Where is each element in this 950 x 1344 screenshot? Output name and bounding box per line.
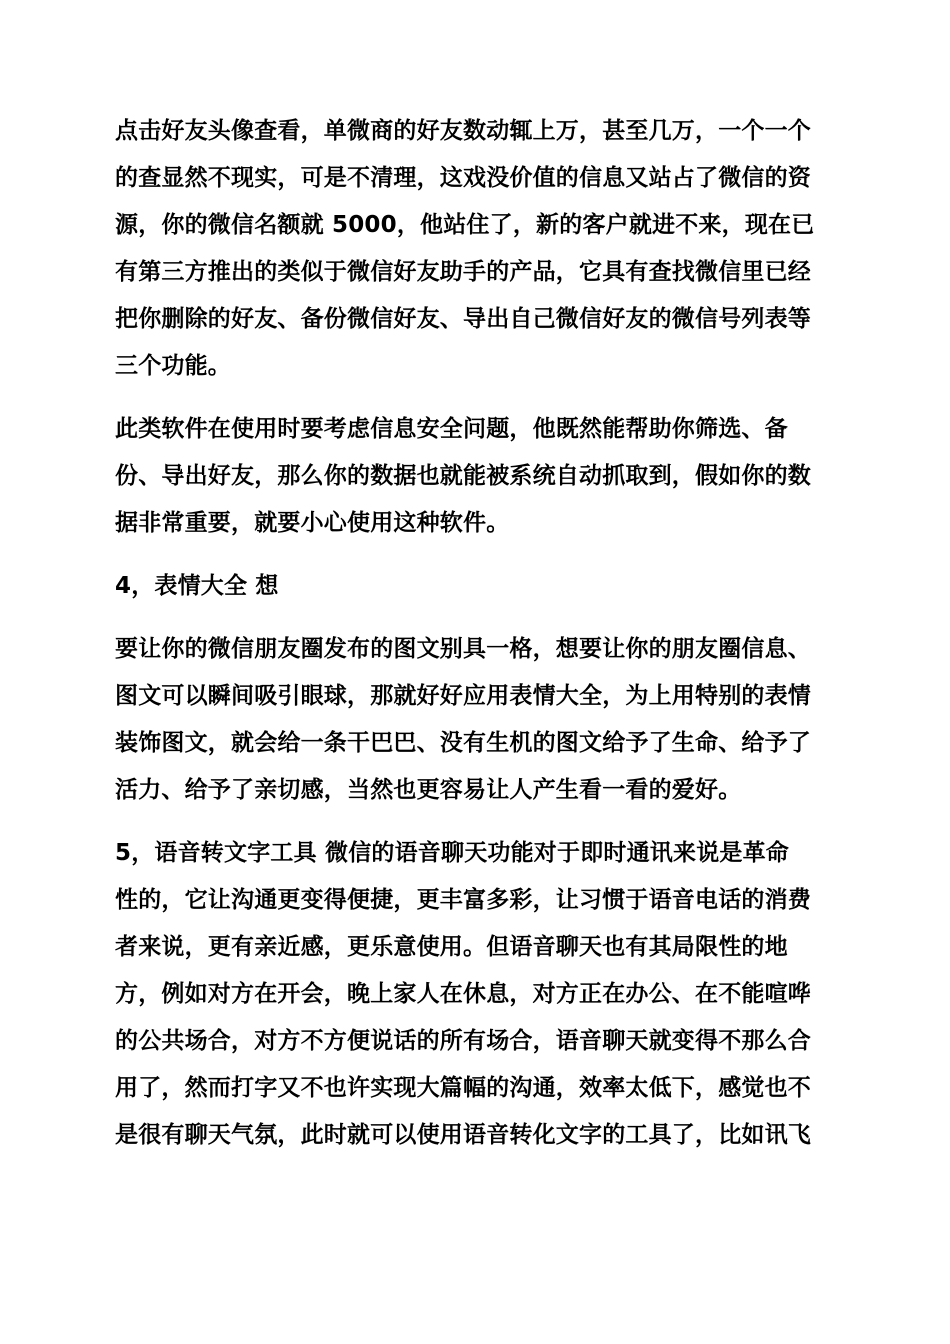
text-line: 三个功能。 bbox=[115, 353, 231, 379]
text-line: 用了，然而打字又不也许实现大篇幅的沟通，效率太低下，感觉也不 bbox=[115, 1075, 811, 1101]
paragraph-voice-to-text bbox=[115, 830, 850, 1159]
text-line: 是很有聊天气氛，此时就可以使用语音转化文字的工具了，比如讯飞 bbox=[115, 1122, 811, 1148]
text-line: 点击好友头像查看，单微商的好友数动辄上万，甚至几万，一个一个 bbox=[115, 118, 811, 144]
text-line: 份、导出好友，那么你的数据也就能被系统自动抓取到，假如你的数 bbox=[115, 463, 811, 489]
text-line: 者来说，更有亲近感，更乐意使用。但语音聊天也有其局限性的地 bbox=[115, 934, 788, 960]
paragraph-emoji-tool bbox=[115, 626, 850, 814]
text-line: 据非常重要，就要小心使用这种软件。 bbox=[115, 510, 510, 536]
text-line: 的查显然不现实，可是不清理，这戏没价值的信息又站占了微信的资 bbox=[115, 165, 811, 191]
section-heading-emoji bbox=[115, 563, 850, 610]
heading-line: 4，表情大全 想 bbox=[115, 573, 279, 599]
text-line: 性的，它让沟通更变得便捷，更丰富多彩，让习惯于语音电话的消费 bbox=[115, 887, 811, 913]
text-line: 图文可以瞬间吸引眼球，那就好好应用表情大全，为上用特别的表情 bbox=[115, 683, 811, 709]
paragraph-friend-cleanup bbox=[115, 108, 850, 390]
text-line: 5，语音转文字工具 微信的语音聊天功能对于即时通讯来说是革命 bbox=[115, 840, 790, 866]
text-line: 方，例如对方在开会，晚上家人在休息，对方正在办公、在不能喧哗 bbox=[115, 981, 811, 1007]
text-line: 装饰图文，就会给一条干巴巴、没有生机的图文给予了生命、给予了 bbox=[115, 730, 811, 756]
paragraph-security-warning bbox=[115, 406, 850, 547]
text-line: 活力、给予了亲切感，当然也更容易让人产生看一看的爱好。 bbox=[115, 777, 742, 803]
text-line: 此类软件在使用时要考虑信息安全问题，他既然能帮助你筛选、备 bbox=[115, 416, 788, 442]
text-line: 把你删除的好友、备份微信好友、导出自己微信好友的微信号列表等 bbox=[115, 306, 811, 332]
body-text bbox=[115, 108, 850, 1159]
text-line: 的公共场合，对方不方便说话的所有场合，语音聊天就变得不那么合 bbox=[115, 1028, 811, 1054]
text-line: 要让你的微信朋友圈发布的图文别具一格，想要让你的朋友圈信息、 bbox=[115, 636, 811, 662]
text-line: 有第三方推出的类似于微信好友助手的产品，它具有查找微信里已经 bbox=[115, 259, 811, 285]
text-line: 源，你的微信名额就 5000，他站住了，新的客户就进不来，现在已 bbox=[115, 212, 815, 238]
